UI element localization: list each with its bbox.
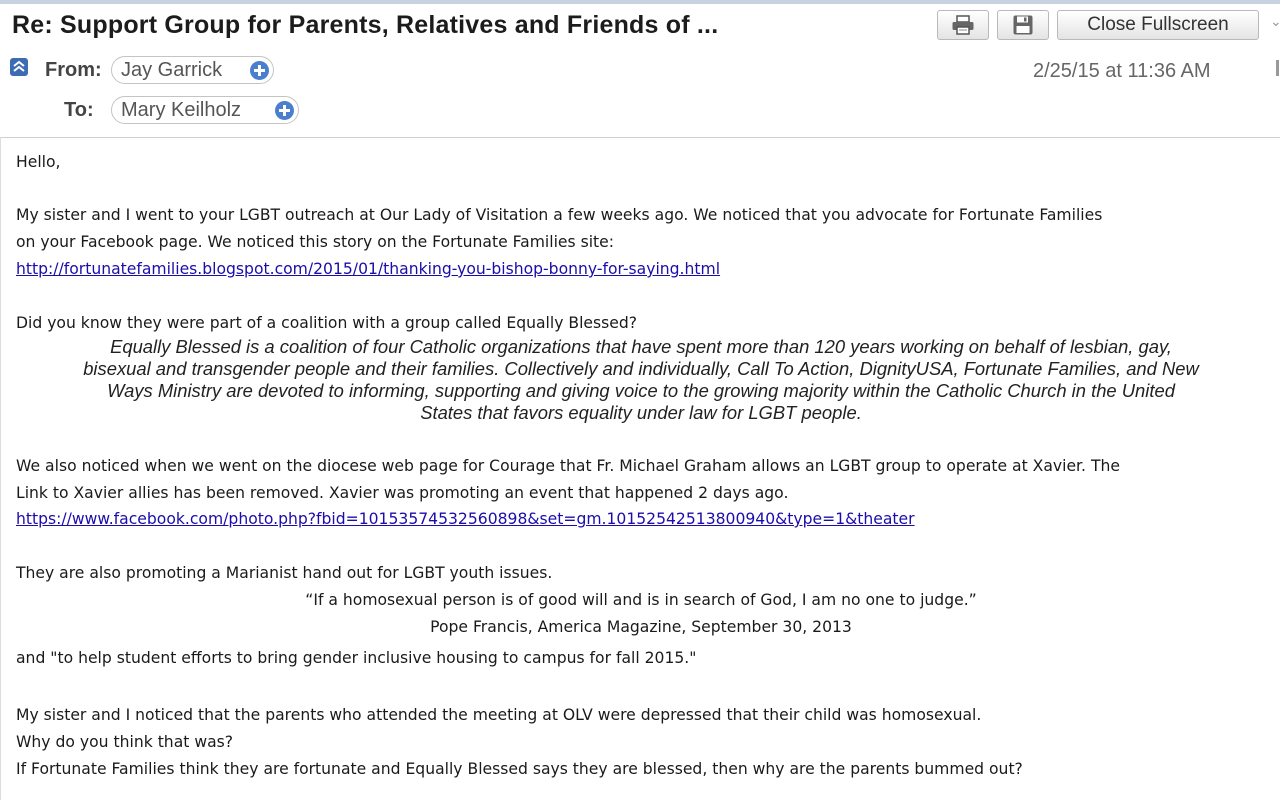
- header-divider: [0, 137, 1280, 138]
- recipient-chip[interactable]: [111, 96, 299, 124]
- quoted-text: Ways Ministry are devoted to informing, supporting and giving voice to the growing majority within the Catholic Church in the United: [107, 380, 1175, 401]
- body-text: My sister and I went to your LGBT outreach at Our Lady of Visitation a few weeks ago. We noticed that you advocate for Fortunate Families: [16, 206, 1103, 224]
- body-text: We also noticed when we went on the diocese web page for Courage that Fr. Michael Graham allows an LGBT group to operate at Xavier. The: [16, 457, 1120, 475]
- body-text: and "to help student efforts to bring gender inclusive housing to campus for fall 2015.": [16, 649, 697, 667]
- body-text: Why do you think that was?: [16, 733, 234, 751]
- pope-attribution: Pope Francis, America Magazine, September 30, 2013: [430, 618, 852, 636]
- overflow-marker-bar: [1276, 60, 1279, 76]
- print-button[interactable]: [937, 10, 989, 40]
- fortunate-families-link[interactable]: http://fortunatefamilies.blogspot.com/2015/01/thanking-you-bishop-bonny-for-saying.html: [16, 260, 721, 278]
- add-contact-icon[interactable]: [275, 101, 294, 120]
- floppy-disk-icon: [1012, 14, 1034, 36]
- greeting: Hello,: [16, 153, 61, 171]
- window-top-border: [0, 0, 1280, 4]
- body-text: If Fortunate Families think they are fortunate and Equally Blessed says they are blessed, then why are the parents bummed out?: [16, 760, 1023, 778]
- quoted-text: bisexual and transgender people and their families. Collectively and individually, Call To Action, DignityUSA, Fortunate Families, and New: [83, 358, 1199, 379]
- to-label: To:: [64, 99, 94, 121]
- body-text: Link to Xavier allies has been removed. Xavier was promoting an event that happened 2 days ago.: [16, 484, 789, 502]
- quoted-text: States that favors equality under law for LGBT people.: [420, 402, 862, 423]
- quoted-text: Equally Blessed is a coalition of four Catholic organizations that have spent more than 120 years working on behalf of lesbian, gay,: [110, 336, 1172, 357]
- close-fullscreen-label: Close Fullscreen: [1087, 14, 1229, 35]
- facebook-photo-link[interactable]: https://www.facebook.com/photo.php?fbid=10153574532560898&set=gm.10152542513800940&type=1&theater: [16, 510, 915, 528]
- pope-quote: “If a homosexual person is of good will and is in search of God, I am no one to judge.”: [305, 591, 977, 609]
- collapse-header-icon[interactable]: [10, 58, 28, 76]
- body-text: Did you know they were part of a coalition with a group called Equally Blessed?: [16, 314, 638, 332]
- close-fullscreen-button[interactable]: [1057, 10, 1259, 40]
- body-text: They are also promoting a Marianist hand out for LGBT youth issues.: [16, 564, 553, 582]
- sender-name: Jay Garrick: [121, 58, 223, 81]
- save-button[interactable]: [997, 10, 1049, 40]
- email-date: 2/25/15 at 11:36 AM: [1033, 60, 1211, 82]
- printer-icon: [951, 15, 975, 35]
- add-contact-icon[interactable]: [250, 61, 269, 80]
- body-left-border: [0, 137, 1, 800]
- from-label: From:: [45, 59, 102, 81]
- overflow-marker: ⌄: [1270, 14, 1282, 30]
- body-text: on your Facebook page. We noticed this story on the Fortunate Families site:: [16, 233, 614, 251]
- recipient-name: Mary Keilholz: [121, 98, 242, 121]
- sender-chip[interactable]: [111, 56, 274, 84]
- email-subject: Re: Support Group for Parents, Relatives and Friends of ...: [12, 11, 719, 39]
- body-text: My sister and I noticed that the parents who attended the meeting at OLV were depressed that their child was homosexual.: [16, 706, 982, 724]
